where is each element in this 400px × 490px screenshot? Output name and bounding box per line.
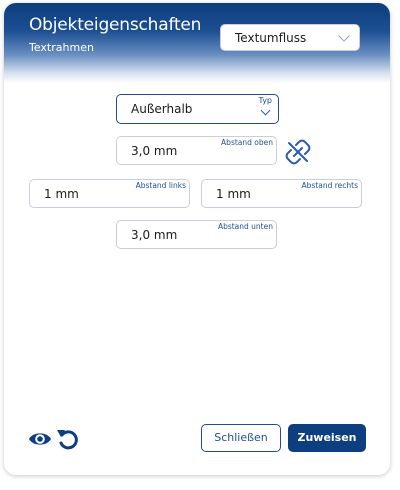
chevron-down-icon — [261, 106, 271, 116]
mode-select-value: Textumfluss — [235, 31, 307, 45]
distance-right-label: Abstand rechts — [301, 181, 358, 190]
distance-right-value: 1 mm — [216, 187, 251, 201]
dialog-title: Objekteigenschaften — [29, 15, 202, 35]
type-select[interactable] — [116, 94, 279, 124]
dialog-header — [4, 3, 390, 83]
type-select-value: Außerhalb — [131, 102, 193, 116]
unlink-icon[interactable] — [285, 139, 311, 165]
undo-icon[interactable] — [56, 426, 80, 452]
chevron-down-icon — [338, 30, 349, 41]
distance-left-value: 1 mm — [44, 187, 79, 201]
properties-dialog — [4, 3, 390, 475]
distance-bottom-value: 3,0 mm — [131, 228, 178, 242]
distance-top-label: Abstand oben — [221, 138, 273, 147]
distance-left-field[interactable] — [29, 179, 190, 208]
dialog-subtitle: Textrahmen — [29, 41, 94, 54]
distance-right-field[interactable] — [201, 179, 362, 208]
eye-icon[interactable] — [28, 427, 52, 451]
close-button[interactable]: Schließen — [201, 424, 281, 452]
distance-left-label: Abstand links — [135, 181, 186, 190]
type-select-label: Typ — [258, 96, 272, 105]
distance-bottom-field[interactable] — [116, 220, 277, 249]
distance-top-value: 3,0 mm — [131, 144, 178, 158]
mode-select[interactable] — [220, 24, 360, 51]
distance-top-field[interactable] — [116, 136, 277, 165]
assign-button[interactable]: Zuweisen — [288, 424, 366, 452]
distance-bottom-label: Abstand unten — [217, 222, 273, 231]
